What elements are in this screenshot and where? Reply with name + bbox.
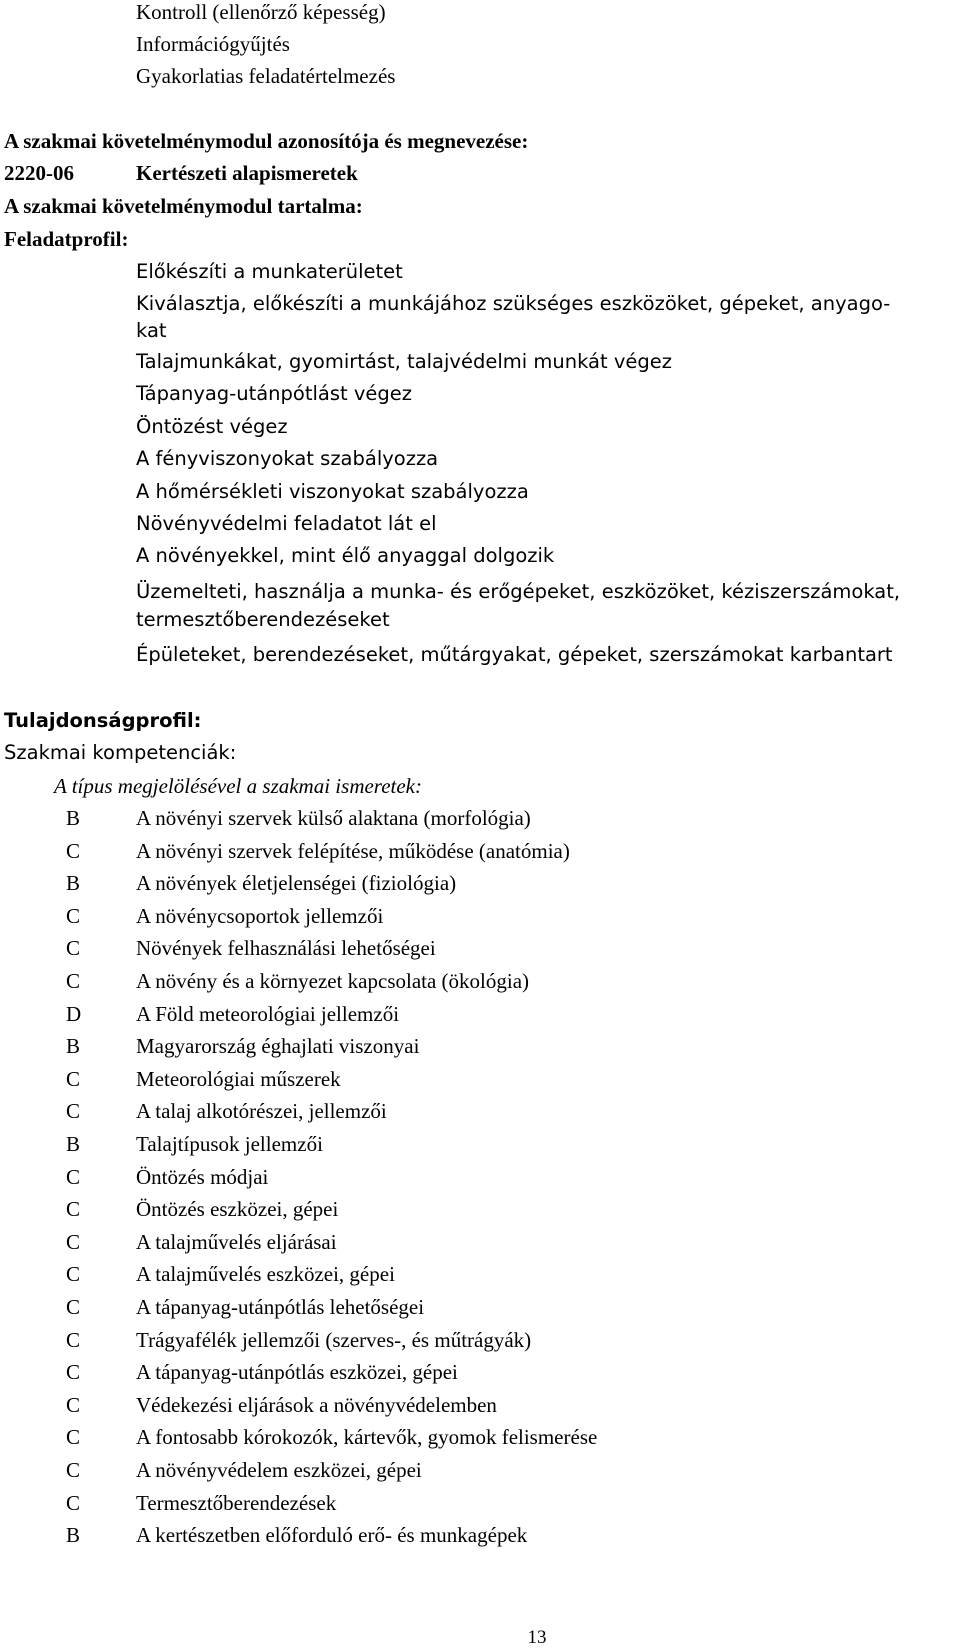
top-item: Kontroll (ellenőrző képesség) xyxy=(136,0,386,24)
task-item: Öntözést végez xyxy=(136,415,288,438)
knowledge-type: B xyxy=(66,1523,81,1547)
knowledge-type: C xyxy=(66,1230,81,1254)
knowledge-text: A növényi szervek külső alaktana (morfológia) xyxy=(136,806,531,830)
property-profile-subheading: Szakmai kompetenciák: xyxy=(4,741,237,764)
task-item-continuation: kat xyxy=(136,319,167,342)
knowledge-type: B xyxy=(66,1034,81,1058)
knowledge-type: D xyxy=(66,1002,82,1026)
knowledge-text: A fontosabb kórokozók, kártevők, gyomok felismerése xyxy=(136,1425,598,1449)
task-item-continuation: termesztőberendezéseket xyxy=(136,608,390,631)
knowledge-type: C xyxy=(66,1165,81,1189)
knowledge-text: Termesztőberendezések xyxy=(136,1491,337,1515)
knowledge-text: A növényi szervek felépítése, működése (anatómia) xyxy=(136,839,570,863)
knowledge-type: B xyxy=(66,1132,81,1156)
module-id-heading: A szakmai követelménymodul azonosítója és megnevezése: xyxy=(4,129,529,153)
knowledge-type: C xyxy=(66,839,81,863)
knowledge-text: A Föld meteorológiai jellemzői xyxy=(136,1002,400,1026)
knowledge-type: C xyxy=(66,1295,81,1319)
task-item: Épületeket, berendezéseket, műtárgyakat, gépeket, szerszámokat karbantart xyxy=(136,643,893,666)
knowledge-text: Növények felhasználási lehetőségei xyxy=(136,936,436,960)
knowledge-text: Talajtípusok jellemzői xyxy=(136,1132,323,1156)
property-profile-heading: Tulajdonságprofil: xyxy=(4,709,202,732)
knowledge-text: A talaj alkotórészei, jellemzői xyxy=(136,1099,387,1123)
module-code: 2220-06 xyxy=(4,161,74,185)
knowledge-type: C xyxy=(66,1458,81,1482)
type-heading: A típus megjelölésével a szakmai ismeretek: xyxy=(54,774,422,798)
knowledge-type: C xyxy=(66,1360,81,1384)
knowledge-text: Meteorológiai műszerek xyxy=(136,1067,341,1091)
knowledge-type: B xyxy=(66,806,81,830)
knowledge-text: Öntözés eszközei, gépei xyxy=(136,1197,339,1221)
knowledge-text: A talajművelés eszközei, gépei xyxy=(136,1262,395,1286)
knowledge-text: Magyarország éghajlati viszonyai xyxy=(136,1034,420,1058)
task-item: A hőmérsékleti viszonyokat szabályozza xyxy=(136,480,529,503)
knowledge-text: A növény és a környezet kapcsolata (ökológia) xyxy=(136,969,530,993)
task-item: Üzemelteti, használja a munka- és erőgépeket, eszközöket, kéziszerszámokat, xyxy=(136,580,901,603)
task-item: A növényekkel, mint élő anyaggal dolgozik xyxy=(136,544,555,567)
knowledge-type: B xyxy=(66,871,81,895)
knowledge-type: C xyxy=(66,1099,81,1123)
task-item: A fényviszonyokat szabályozza xyxy=(136,447,439,470)
knowledge-text: A növényvédelem eszközei, gépei xyxy=(136,1458,422,1482)
knowledge-text: A talajművelés eljárásai xyxy=(136,1230,337,1254)
knowledge-type: C xyxy=(66,1491,81,1515)
task-item: Kiválasztja, előkészíti a munkájához szükséges eszközöket, gépeket, anyago- xyxy=(136,292,891,315)
knowledge-type: C xyxy=(66,1197,81,1221)
knowledge-type: C xyxy=(66,1067,81,1091)
knowledge-type: C xyxy=(66,1393,81,1417)
knowledge-text: Védekezési eljárások a növényvédelemben xyxy=(136,1393,497,1417)
top-item: Információgyűjtés xyxy=(136,32,290,56)
knowledge-type: C xyxy=(66,936,81,960)
task-item: Talajmunkákat, gyomirtást, talajvédelmi munkát végez xyxy=(136,350,672,373)
knowledge-text: Öntözés módjai xyxy=(136,1165,269,1189)
knowledge-text: A növénycsoportok jellemzői xyxy=(136,904,384,928)
knowledge-type: C xyxy=(66,1425,81,1449)
knowledge-text: A tápanyag-utánpótlás eszközei, gépei xyxy=(136,1360,458,1384)
knowledge-type: C xyxy=(66,1262,81,1286)
knowledge-text: A kertészetben előforduló erő- és munkagépek xyxy=(136,1523,528,1547)
knowledge-type: C xyxy=(66,1328,81,1352)
module-content-heading: A szakmai követelménymodul tartalma: xyxy=(4,194,363,218)
module-name: Kertészeti alapismeretek xyxy=(136,161,358,185)
knowledge-type: C xyxy=(66,904,81,928)
task-item: Növényvédelmi feladatot lát el xyxy=(136,512,437,535)
page-number: 13 xyxy=(527,1627,547,1648)
knowledge-text: Trágyafélék jellemzői (szerves-, és műtrágyák) xyxy=(136,1328,532,1352)
top-item: Gyakorlatias feladatértelmezés xyxy=(136,64,396,88)
knowledge-type: C xyxy=(66,969,81,993)
knowledge-text: A növények életjelenségei (fiziológia) xyxy=(136,871,457,895)
task-profile-heading: Feladatprofil: xyxy=(4,227,129,251)
task-item: Tápanyag-utánpótlást végez xyxy=(136,382,413,405)
task-item: Előkészíti a munkaterületet xyxy=(136,260,403,283)
knowledge-text: A tápanyag-utánpótlás lehetőségei xyxy=(136,1295,425,1319)
